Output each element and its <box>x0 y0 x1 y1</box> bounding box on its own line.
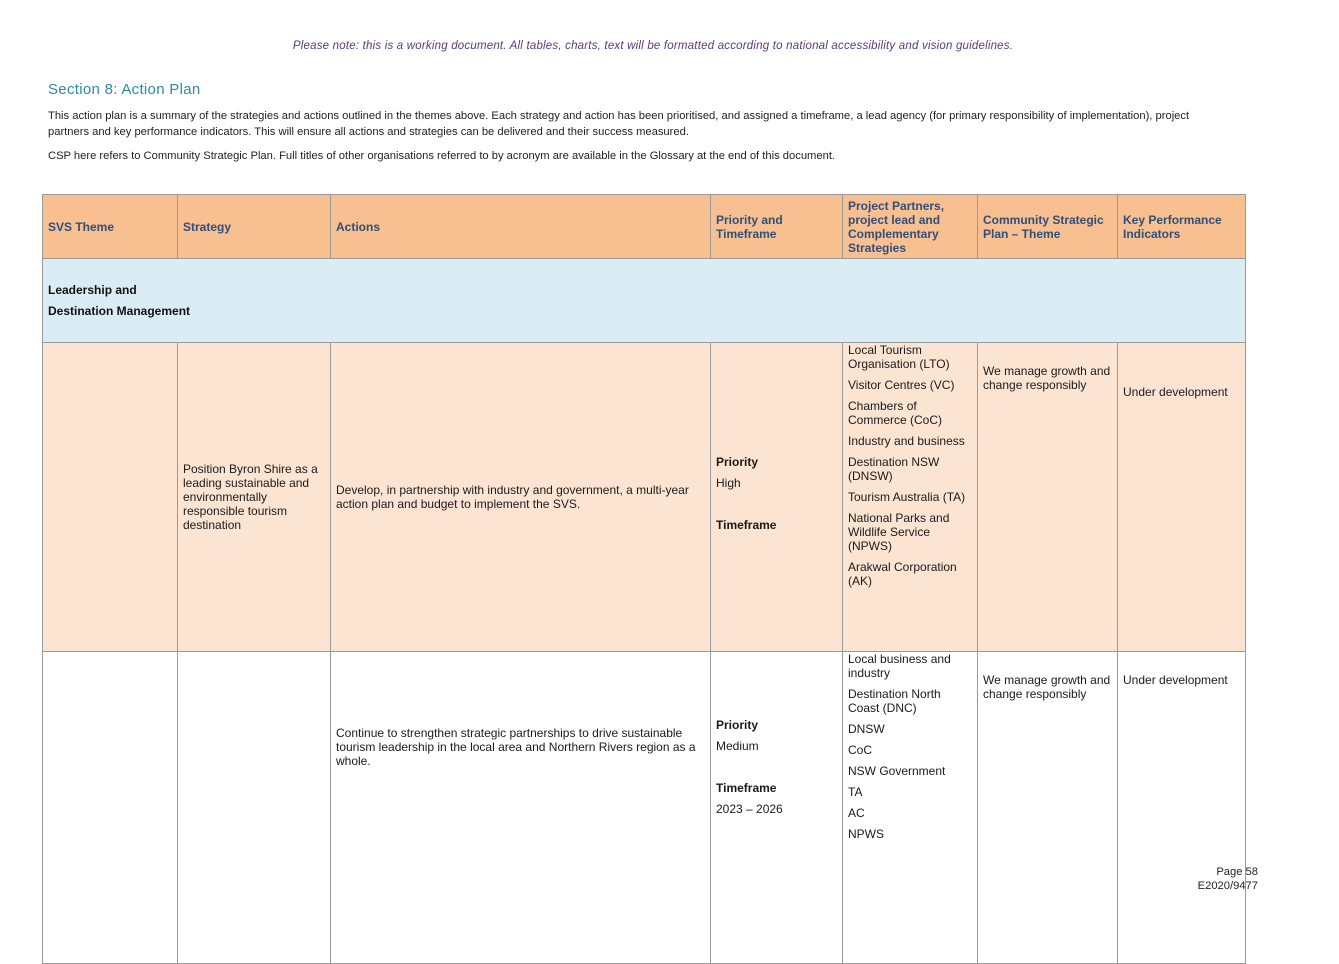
timeframe-value: 2023 – 2026 <box>716 802 783 816</box>
priority-label: Priority <box>716 455 759 469</box>
list-item: TA <box>848 785 863 799</box>
list-item: National Parks and Wildlife Service (NPWS) <box>848 511 950 553</box>
priority-cell <box>711 343 843 652</box>
list-item: Destination NSW (DNSW) <box>848 455 940 483</box>
list-item: Industry and business <box>848 434 965 448</box>
list-item: Destination North Coast (DNC) <box>848 687 941 715</box>
working-document-note: Please note: this is a working document. All tables, charts, text will be formatted according to national accessibility and vision guidelines. <box>292 40 1014 52</box>
action-cell: Develop, in partnership with industry and government, a multi-year action plan and budget to implement the SVS. <box>331 343 711 652</box>
section-title: Section 8: Action Plan <box>48 81 201 98</box>
list-item: Arakwal Corporation (AK) <box>848 560 957 588</box>
kpi-cell: Under development <box>1118 652 1246 964</box>
action-plan-table <box>42 194 1246 964</box>
header-project-partners: Project Partners, project lead and Complementary Strategies <box>843 195 978 259</box>
action-cell: Continue to strengthen strategic partnerships to drive sustainable tourism leadership in the local area and Northern Rivers region as a whole. <box>331 652 711 964</box>
header-csp-theme: Community Strategic Plan – Theme <box>978 195 1118 259</box>
list-item: NSW Government <box>848 764 946 778</box>
header-kpi: Key Performance Indicators <box>1118 195 1246 259</box>
theme-cell <box>43 259 1246 343</box>
timeframe-label: Timeframe <box>716 518 777 532</box>
kpi-cell: Under development <box>1118 343 1246 652</box>
list-item: Local Tourism Organisation (LTO) <box>848 343 950 371</box>
table-row <box>43 652 1246 964</box>
partners-cell <box>843 652 978 964</box>
page-footer <box>1198 865 1258 893</box>
intro-paragraph: This action plan is a summary of the strategies and actions outlined in the themes above. Each strategy and action has been prioritised, and assigned a timeframe, a lead agency (for primary responsibility of implementation), project partners and key performance indicators. This will ensure all actions and strategies can be delivered and their success measured. <box>48 110 1190 138</box>
list-item: AC <box>848 806 865 820</box>
page-number: Page 58 <box>1216 866 1258 878</box>
priority-cell <box>711 652 843 964</box>
list-item: Tourism Australia (TA) <box>848 490 966 504</box>
document-reference: E2020/9477 <box>1197 880 1258 892</box>
theme-cell-empty <box>43 652 178 964</box>
header-priority-timeframe: Priority and Timeframe <box>711 195 843 259</box>
priority-value: High <box>716 476 741 490</box>
priority-label: Priority <box>716 718 759 732</box>
list-item: Visitor Centres (VC) <box>848 378 955 392</box>
partners-list <box>848 652 972 841</box>
list-item: CoC <box>848 743 873 757</box>
theme-title-line1: Leadership and <box>48 282 137 297</box>
list-item: Chambers of Commerce (CoC) <box>848 399 943 427</box>
list-item: Local business and industry <box>848 652 951 680</box>
partners-list <box>848 343 972 588</box>
theme-cell-empty <box>43 343 178 652</box>
header-strategy: Strategy <box>178 195 331 259</box>
table-header-row <box>43 195 1246 259</box>
csp-cell: We manage growth and change responsibly <box>978 343 1118 652</box>
list-item: DNSW <box>848 722 885 736</box>
list-item: NPWS <box>848 827 884 841</box>
partners-cell <box>843 343 978 652</box>
header-svs-theme: SVS Theme <box>43 195 178 259</box>
header-actions: Actions <box>331 195 711 259</box>
theme-row <box>43 259 1246 343</box>
timeframe-label: Timeframe <box>716 781 777 795</box>
theme-title-line2: Destination Management <box>48 303 191 318</box>
table-row <box>43 343 1246 652</box>
priority-value: Medium <box>716 739 759 753</box>
csp-definition-paragraph: CSP here refers to Community Strategic Plan. Full titles of other organisations referred to by acronym are available in the Glossary at the end of this document. <box>48 150 836 162</box>
strategy-cell <box>178 652 331 964</box>
csp-cell: We manage growth and change responsibly <box>978 652 1118 964</box>
strategy-cell: Position Byron Shire as a leading sustainable and environmentally responsible tourism destination <box>178 343 331 652</box>
